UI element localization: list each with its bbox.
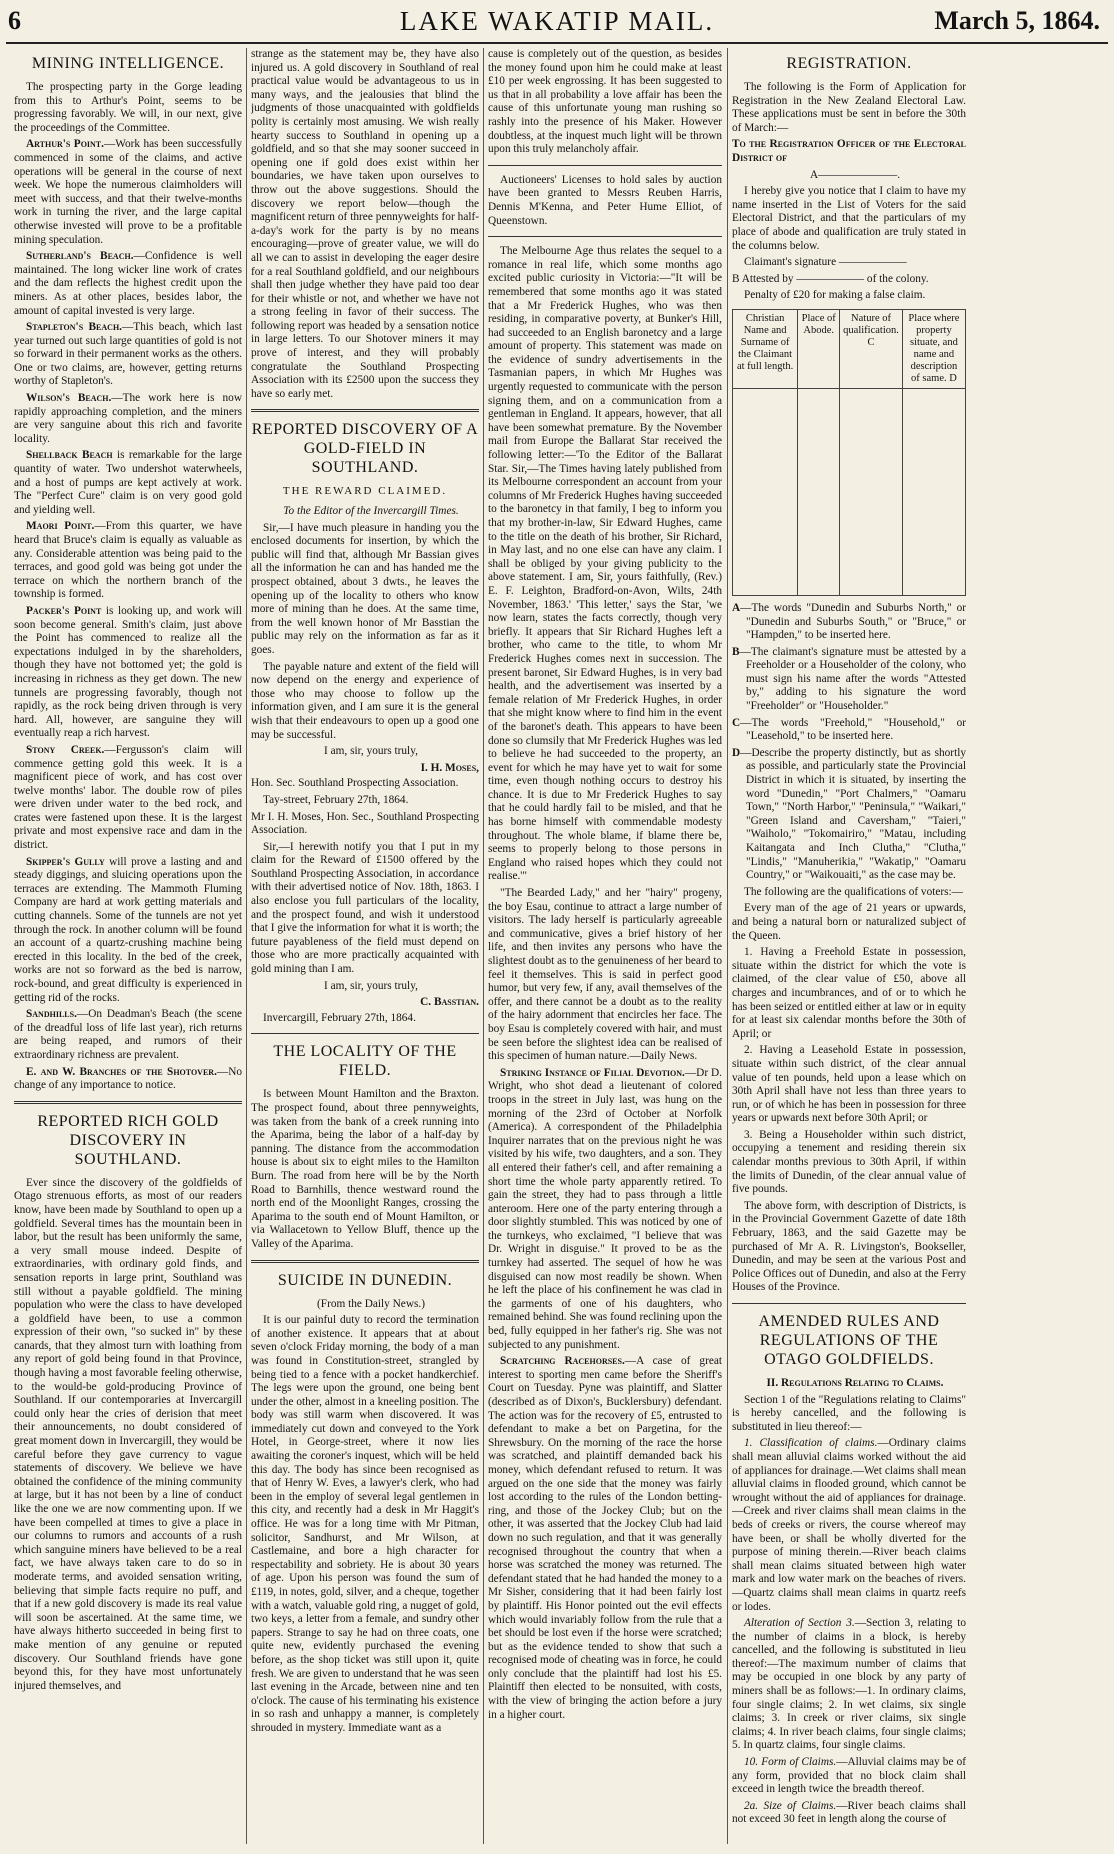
rule-item	[732, 1756, 966, 1797]
rule-item	[732, 1800, 966, 1827]
form-note	[732, 746, 966, 883]
masthead-rule	[6, 42, 1108, 44]
item-label: Skipper's Gully	[26, 855, 105, 868]
article-paragraph: cause is completely out of the question, as besides the money found upon him he could make at least £10 per week engrossing. It has been suggested to us that in all probability a love affair has been the cause of this unfortunate young man rushing so rashly into the presence of his Maker. However doubtless, at the inquest much light will be thrown upon this truly melancholy affair.	[488, 48, 722, 156]
amended-rules-heading: AMENDED RULES AND REGULATIONS OF THE OTAGO GOLDFIELDS.	[758, 1313, 940, 1368]
article-paragraph: The prospecting party in the Gorge leading from this to Arthur's Point, seems to be progressing favorably. We will, in our next, give the proceedings of the Committee.	[14, 81, 242, 134]
mining-item	[14, 138, 242, 247]
item-text: —On Deadman's Beach (the scene of the dreadful loss of life last year), rich returns are being reaped, and rumors of their extraordinary richness are prevalent.	[14, 1008, 242, 1061]
item-label: Shellback Beach	[26, 449, 113, 462]
section-rule	[251, 1033, 479, 1034]
mining-item	[14, 856, 242, 1006]
qualification-item: 3. Being a Householder within such district, occupying a tenement and residing therein six calendar months previous to 30th April, if within the limits of Dunedin, of the clear annual value of five pounds.	[732, 1128, 966, 1196]
rule-item	[732, 1617, 966, 1753]
item-label: Wilson's Beach.	[26, 392, 112, 405]
rule-label: 2a. Size of Claims.	[744, 1799, 837, 1812]
section-rule	[251, 1260, 479, 1263]
section-rule	[488, 165, 722, 166]
to-editor-line: To the Editor of the Invercargill Times.	[283, 505, 459, 518]
rule-text: —Alluvial claims may be of any form, provided that no block claim shall exceed in length twice the breadth thereof.	[732, 1756, 966, 1796]
letter-paragraph: Sir,—I herewith notify you that I put in my claim for the Reward of £1500 offered by the Southland Prospecting Association, in accordance with their advertised notice of Nov. 18th, 1863. I also enclose you full particulars of the locality, and the prospect found, and wish it understood that I give the information for what it is worth; the future payableness of the field must depend on those who are more practically acquainted with gold mining than I am.	[251, 840, 479, 976]
item-text: —Confidence is well maintained. The long wicker line work of crates and the dam reflects the highest credit upon the miners. As at other places, besides labor, the amount of capital invested is very large.	[14, 250, 242, 317]
rule-text: —River beach claims shall not exceed 30 feet in length along the course of	[732, 1799, 966, 1826]
note-text: —The words "Dunedin and Suburbs North," or "Dunedin and Suburbs South," or "Bruce," or "Hampden," to be inserted here.	[740, 601, 966, 642]
rule-label: 1. Classification of claims.	[744, 1437, 878, 1450]
item-label: Sandhills.	[26, 1008, 77, 1021]
page-number: 6	[8, 6, 21, 35]
mining-item	[14, 449, 242, 517]
table-header: Nature of qualification. C	[840, 309, 903, 388]
letter-paragraph: The payable nature and extent of the field will now depend on the energy and experience of those who may choose to follow up the information given, and I am sure it is the general wish that their endeavours to open up a good one may be successful.	[251, 660, 479, 741]
item-label: Arthur's Point.	[26, 138, 104, 151]
item-text: is remarkable for the large quantity of water. Two undershot waterwheels, and a host of pumps are kept actively at work. The "Perfect Cure" claim is on very good gold and yielding well.	[14, 449, 242, 516]
source-line: (From the Daily News.)	[317, 1297, 425, 1310]
registration-heading: REGISTRATION.	[786, 55, 912, 72]
reported-discovery-heading: REPORTED DISCOVERY OF A GOLD-FIELD IN SOUTHLAND.	[251, 421, 479, 477]
rule-text: —Section 3, relating to the number of claims in a block, is hereby cancelled, and the following is substituted in lieu thereof:—The maximum number of claims that may be occupied in one block by any party of miners shall be as follows:—1. In ordinary claims, four single claims; 2. In wet claims, six single claims; 3. In creek or river claims, six single claims; 4. In river beach claims, four single claims; 5. In quartz claims, four single claims.	[732, 1617, 966, 1752]
article-paragraph: Is between Mount Hamilton and the Braxton. The prospect found, about three pennyweights, was taken from the bank of a creek running into the Aparima, being the labor of a half-day by panning. The distance from the accommodation house is about six to eight miles to the Hamilton Burn. The road from here will be by the North Road to Barnhills, thence westward round the north end of the Moonlight Ranges, crossing the Aparima to the south end of Mount Hamilton, or via Wallacetown to Yellow Bluff, thence up the Valley of the Aparima.	[251, 1088, 479, 1250]
rule-item	[732, 1437, 966, 1614]
article-paragraph: Ever since the discovery of the goldfields of Otago strenuous efforts, as most of our readers know, have been made by Southland to open up a goldfield. Several times has the mountain been in labor, but the result has been uniformly the same, a very small mouse indeed. Despite of extraordinaries, with ordinary gold finds, and sensation reports in large print, Southland was still without a payable goldfield. The mining population who were the class to have developed a goldfield have been, to use a common expression of their own, "so sucked in" by these canards, that they almost turn with loathing from any report of gold being found in that Province, though having a most favorable feeling otherwise, to the would-be gold-producing Province of Southland. If our contemporaries at Invercargill could only hear the cries of derision that meet their announcements, no doubt considered of great moment down in Invercargill, they would be careful before they gave currency to vague statements of discovery. We believe we have obtained the confidence of the mining community at large, but it has not been by a line of conduct like the one we are now commenting upon. If we have been compelled at times to give a place in our columns to rumors and accounts of a rush which sanguine miners have believed to be a real fact, we have always taken care to do so in moderate terms, and avoided sensation writing, believing that simple facts require no puff, and that if a new gold discovery is made its real value will soon be ascertained. At the same time, we have always hitherto succeeded in being first to make mention of any genuine or reputed discovery. Our Southland friends have gone beyond this, for they have most unfortunately injured themselves, and	[14, 1176, 242, 1692]
signature-date: Tay-street, February 27th, 1864.	[263, 793, 409, 806]
item-label: Packer's Point	[26, 604, 102, 617]
rule-label: Alteration of Section 3.	[744, 1617, 855, 1630]
article-paragraph: Every man of the age of 21 years or upwards, and being a natural born or naturalized subject of the Queen.	[732, 902, 966, 942]
article-paragraph: Auctioneers' Licenses to hold sales by auction have been granted to Messrs Reuben Harris, Dennis M'Kenna, and Peter Hume Elliot, of Queenstown.	[488, 173, 722, 227]
note-key: A	[732, 601, 741, 614]
form-line: Claimant's signature ——————	[744, 256, 907, 269]
blank-line: A———————.	[809, 168, 901, 181]
item-label: Stony Creek.	[26, 743, 105, 756]
article-paragraph: The Melbourne Age thus relates the sequel to a romance in real life, which some months ago excited public curiosity in Victoria:—"It will be remembered that some months ago it was stated that a Mr Frederick Hughes, who was then residing, in comparative poverty, at Bunker's Hill, had succeeded to an English baronetcy and a large amount of property. This statement was made on the evidence of sundry advertisements in the Tasmanian papers, in which Mr Hughes was urgently requested to communicate with the person signing them, and on a communication from a gentleman in England. It appears, however, that all have been somewhat premature. By the November mail from Europe the Ballarat Star received the following letter:—'To the Editor of the Ballarat Star. Sir,—The Times having lately published from its Melbourne correspondent an account from your columns of Mr Frederick Hughes having succeeded to the baronetcy in that family, I beg to inform you that my brother-in-law, Sir Edward Hughes, came to the title on the death of his brother, Sir Richard, in May last, and no one else can have any claim. I shall be obliged by your giving publicity to the above statement. I am, Sir, yours faithfully, (Rev.) E. F. Leighton, Bradford-on-Avon, Wilts, 24th November, 1863.' 'This letter,' says the Star, 'we now learn, states the facts correctly, though very briefly. It appears that Sir Richard Hughes left a brother, who came to the title, to whom Mr Frederick Hughes comes next in succession. The present baronet, Sir Edward Hughes, is in very bad health, and the advertisement was inserted by a female relation of Mr Frederick Hughes, in order that she might know where to find him in the event of the baronet's death. This appears to have been done so clumsily that Mr Frederick Hughes was led to believe he had succeeded to the property, an event for which he may have yet to wait for some time, even though nothing occurs to destroy his chance. It is due to Mr Frederick Hughes to say that he could hardly fail to be misled, and that he has borne himself with commendable modesty throughout. The whole blame, if blame there be, seems to properly belong to those persons in England who raised hopes which they could not realise.'"	[488, 245, 722, 883]
column-divider	[246, 48, 247, 1844]
southland-discovery-heading: REPORTED RICH GOLD DISCOVERY IN SOUTHLAND.	[37, 1112, 219, 1168]
item-text: will prove a lasting and and steady diggings, and sluicing operations upon the terraces are extending. The Mammoth Fluming Company are hard at work getting materials and cutting channels. Some of the tunnels are not yet through the rock. In another column will be found an account of a quartz-crushing machine being erected in this locality. In the bed of the creek, works are not so forward as the bed is narrow, rock-bound, and great difficulty is experienced in getting rid of the rocks.	[14, 855, 242, 1004]
article-paragraph: The following is the Form of Application for Registration in the New Zealand Electoral Law. These applications must be sent in before the 30th of March:—	[732, 81, 966, 134]
section-rule	[488, 236, 722, 237]
suicide-heading: SUICIDE IN DUNEDIN.	[277, 1271, 453, 1289]
article-paragraph: strange as the statement may be, they have also injured us. A gold discovery in Southland of real practical value would be advantageous to us in many ways, and the jealousies that blind the judgments of those unacquainted with goldfields polity is certainly most amusing. We wish really hearty success to Southland in opening up a goldfield, and so that she may sooner succeed in opening one if gold does exist within her boundaries, we have taken upon ourselves to throw out the above suggestions. Should the discovery we report below—though the magnificent return of three pennyweights for half-a-day's work for the party is by no means encouraging—prove of greater value, we will do all we can to assist in developing the eager desire for a real Southland goldfield, and our neighbours shall then judge whether they have paid too dear for their whistle or not, and whether we have not a strong feeling in favor of their success. The following report was headed by a sensation notice in large letters. To our Shotover miners it may prove of interest, and they will probably congratulate the Southland Prospecting Association with its £2500 upon the success they have so early met.	[251, 48, 479, 400]
article-paragraph: "The Bearded Lady," and her "hairy" progeny, the boy Esau, continue to attract a large number of visitors. The lady herself is particularly agreeable and communicative, gives a brief history of her life, and then invites any persons who have the slightest doubt as to the genuineness of her beard to feel it themselves. This is said in perfect good humor, but very few, if any, avail themselves of the offer, and there cannot be a doubt as to the reality of the hairy adornment that encircles her face. The boy Esau is completely covered with hair, and must be seen before the slightest idea can be realised of this specimen of human nature.—Daily News.	[488, 887, 722, 1063]
item-text: is looking up, and work will soon become general. Smith's claim, just above the Point has commenced to realize all the expectations indulged in by the shareholders, though they have not bottomed yet; the gold is increasing in richness as they get down. The new tunnels are progressing favorably, though not rapidly, as the rock being driven through is very hard. All, however, are sanguine they will eventually reap a rich harvest.	[14, 604, 242, 740]
article-paragraph	[488, 1355, 722, 1722]
signature-title: Hon. Sec. Southland Prospecting Association.	[251, 777, 459, 790]
form-line: B Attested by —————— of the colony.	[732, 272, 929, 285]
note-key: C	[732, 716, 741, 729]
column-3	[488, 48, 722, 1844]
item-label: Maori Point.	[26, 520, 95, 533]
section-rule	[732, 1303, 966, 1304]
item-text: —Work has been successfully commenced in some of the claims, and active operations will be general in the course of next week. We hope the numerous claimholders will meet with success, and that their twelve-months work in turning the river, and the large capital otherwise invested will prove to be a profitable mining speculation.	[14, 138, 242, 246]
note-key: B	[732, 645, 740, 658]
letter-address: Mr I. H. Moses, Hon. Sec., Southland Prospecting Association.	[251, 810, 479, 837]
mining-intelligence-heading: MINING INTELLIGENCE.	[31, 55, 225, 72]
column-divider	[483, 48, 484, 1844]
table-cell	[733, 388, 798, 595]
article-paragraph	[488, 1067, 722, 1352]
table-header: Place where property situate, and name and description of same. D	[902, 309, 965, 388]
issue-date: March 5, 1864.	[934, 6, 1100, 35]
section-rule	[14, 1101, 242, 1104]
reward-subheading: THE REWARD CLAIMED.	[282, 485, 448, 498]
note-text: —Describe the property distinctly, but as shortly as possible, and particularly state the Provincial District in which it is situated, by inserting the word "Dunedin," "Port Chalmers," "Oamaru Town," "North Harbor," "Peninsula," "Waikari," "Green Island and Caversham," "Taieri," "Waiholo," "Tokomairiro," "Matau, including Kaitangata and Inch Clutha," "Clutha," "Lindis," "Manuherikia," "Wakatip," "Oamaru Country," or "Waikouaiti," as the case may be.	[740, 746, 966, 882]
masthead	[0, 0, 1114, 44]
newspaper-title: LAKE WAKATIP MAIL.	[399, 6, 715, 36]
article-paragraph: I hereby give you notice that I claim to have my name inserted in the List of Voters for the said Electoral District, and that the particulars of my place of abode and qualification are truly stated in the columns below.	[732, 185, 966, 252]
officer-line: To the Registration Officer of the Electoral District of	[732, 138, 966, 164]
letter-paragraph: Sir,—I have much pleasure in handing you the enclosed documents for insertion, by which the public will find that, although Mr Bassian gives all the information he can and has handed me the prospect obtained, about 3 dwts., he leaves the opening up of the locality to others who know more of mining than he does. At the same time, from the well known honor of Mr Basstian the public may rely on the information as far as it goes.	[251, 521, 479, 656]
mining-item	[14, 744, 242, 853]
item-text: —This beach, which last year turned out such large quantities of gold is not so forward in their permanent works as the others. One or two claims, are, however, getting returns worthy of Stapleton's.	[14, 321, 242, 388]
signature-line: I am, sir, yours truly,	[324, 745, 418, 758]
qualification-item: 2. Having a Leasehold Estate in possession, situate within such district, of the clear annual value of ten pounds, held upon a lease which on 30th April shall have not less than three years to run, or of which he has been in possession for three years or upwards next before 30th April; or	[732, 1044, 966, 1125]
mining-item	[14, 605, 242, 741]
article-paragraph: The above form, with description of Districts, is in the Provincial Government Gazette of date 18th February, 1863, and the said Gazette may be purchased of Mr A. R. Livingston's, Bookseller, Dunedin, and may be seen at the various Post and Police Offices out of Dunedin, and also at the Ferry Houses of the Province.	[732, 1199, 966, 1294]
item-label: Stapleton's Beach.	[26, 321, 122, 334]
item-text: —No change of any importance to notice.	[14, 1065, 242, 1092]
note-text: —The claimant's signature must be attested by a Freeholder or a Householder of the colony, who must sign his name after the words "Attested by," adding to his signature the word "Freeholder" or "Householder."	[739, 645, 966, 713]
mining-item	[14, 1008, 242, 1062]
article-paragraph: The following are the qualifications of voters:—	[744, 885, 963, 898]
mining-item	[14, 392, 242, 446]
item-text: —The work here is now rapidly approaching completion, and the miners are very sanguine about this rich and favorite locality.	[14, 392, 242, 445]
note-text: —The words "Freehold," "Household," or "Leasehold," to be inserted here.	[740, 716, 966, 743]
form-note	[732, 645, 966, 714]
rule-label: 10. Form of Claims.	[744, 1756, 837, 1769]
item-label: Striking Instance of Filial Devotion.	[500, 1066, 685, 1079]
mining-item	[14, 520, 242, 602]
table-cell	[902, 388, 965, 595]
section-rule	[251, 409, 479, 412]
table-header: Christian Name and Surname of the Claimant at full length.	[733, 309, 798, 388]
column-1	[14, 48, 242, 1844]
column-4	[732, 48, 966, 1844]
column-divider	[727, 48, 728, 1844]
mining-item	[14, 250, 242, 318]
form-note	[732, 716, 966, 744]
signature-name: C. Basstian.	[420, 996, 479, 1009]
section-title: II. Regulations Relating to Claims.	[766, 1377, 944, 1389]
column-2	[251, 48, 479, 1844]
signature-line: I am, sir, yours truly,	[324, 979, 418, 992]
article-paragraph: It is our painful duty to record the termination of another existence. It appears that at about seven o'clock Friday morning, the body of a man was found in Constitution-street, strangled by being tied to a fence with a pocket handkerchief. The legs were upon the ground, one being bent under the other, almost in a kneeling position. The body was still warm when discovered. It was immediately cut down and conveyed to the York Hotel, in George-street, where it now lies awaiting the coroner's inquest, which will be held this day. The body has since been recognised as that of Henry W. Eves, a lawyer's clerk, who had been in the employ of several legal gentlemen in this city, and recently had a desk in Mr Haggit's office. He was for a long time with Mr Pitman, solicitor, Sandhurst, and Mr Wilson, at Castlemaine, and bore a high character for respectability and sobriety. He is about 30 years of age. Upon his person was found the sum of £119, in notes, gold, silver, and a cheque, together with a watch, valuable gold ring, a nugget of gold, two keys, a letter from a female, and sundry other papers. Strange to say he had on three coats, one quite new, evidently purchased the evening before, as the shop ticket was still upon it, quite fresh. We are given to understand that he was seen last evening in the Arcade, between nine and ten o'clock. The cause of his terminating his existence in so rash and unhappy a manner, is completely shrouded in mystery. Immediate want as a	[251, 1314, 479, 1734]
article-paragraph: Section 1 of the "Regulations relating to Claims" is hereby cancelled, and the following is substituted in lieu thereof:—	[732, 1393, 966, 1433]
signature-name: I. H. Moses,	[420, 761, 479, 774]
table-header: Place of Abode.	[798, 309, 840, 388]
item-text: —From this quarter, we have heard that Bruce's claim is equally as valuable as any. Considerable attention was being paid to the terraces, and good gold was being got under the terrace on which the northern branch of the township is formed.	[14, 520, 242, 601]
item-label: Sutherland's Beach.	[26, 250, 134, 263]
qualification-item: 1. Having a Freehold Estate in possession, situate within the district for which the vote is claimed, of the clear value of £50, above all charges and incumbrances, and of or to which he has been seized or entitled either at law or in equity for at least six calendar months before the 30th of April; or	[732, 946, 966, 1040]
mining-item	[14, 321, 242, 389]
locality-heading: THE LOCALITY OF THE FIELD.	[273, 1043, 457, 1080]
item-text: —A case of great interest to sporting men came before the Sheriff's Court on Tuesday. Pyne was plaintiff, and Slatter (described as of Dixon's, Bucklersbury) defendant. The action was for the recovery of £5, entrusted to defendant to make a bet on Pargetina, for the Shrewsbury. On the morning of the race the horse was scratched, and plaintiff demanded back his money, which defendant refused to return. It was argued on the one side that the money was fairly lost according to the rules of the London betting-ring, and those of the Jockey Club; but on the other, it was asserted that the Jockey Club had laid down no such regulation, and that it was generally recognised throughout the country that when a horse was scratched the money was returned. The defendant stated that he had handed the money to a Mr Sisher, considering that it had been fairly lost by plaintiff. His Honor pointed out the evil effects which would invariably follow from the rule that a bet should be lost even if the horse were scratched; but as the evidence tended to show that such a recognised mode of cheating was in force, he could only conclude that the plaintiff had lost his £5. Plaintiff then elected to be nonsuited, with costs, with the view of bringing the action before a jury in a higher court.	[488, 1355, 722, 1721]
rule-text: —Ordinary claims shall mean alluvial claims worked without the aid of appliances for drainage.—Wet claims shall mean alluvial claims in flooded ground, which cannot be wrought without the aid of appliances for drainage.—Creek and river claims shall mean claims in the beds of creeks or rivers, the course whereof may have been, or shall be wholly diverted for the purpose of mining therein.—River beach claims shall mean claims situated between high water mark and low water mark on the beaches of rivers.—Quartz claims shall mean claims in quartz reefs or lodes.	[732, 1437, 966, 1613]
claim-form-table	[732, 309, 966, 596]
item-label: Scratching Racehorses.	[500, 1355, 625, 1368]
form-line: Penalty of £20 for making a false claim.	[744, 289, 926, 302]
signature-date: Invercargill, February 27th, 1864.	[263, 1011, 416, 1024]
item-text: —Dr D. Wright, who shot dead a lieutenant of colored troops in the street in July last, was hung on the morning of the 23rd of October at Norfolk (America). A correspondent of the Philadelphia Inquirer narrates that on the previous night he was visited by his wife, two daughters, and a son. They all entered their father's cell, and after remaining a short time the whole party apparently retired. To gain the street, they had to pass through a little anteroom. Here one of the party entering through a door slightly stumbled. This was noticed by one of the turnkeys, who exclaimed, "I believe that was Dr. Wright in disguise." It proved to be as the turnkey had asserted. The sequel of how he was disguised can now most readily be shown. When he left the place of his confinement he was clad in the garments of one of his daughters, who remained behind. She was found reclining upon the bed, fully equipped in her father's rig. She was not subjected to any punishment.	[488, 1066, 722, 1351]
item-text: —Fergusson's claim will commence getting gold this week. It is a magnificent piece of work, and has cost over twelve months' labor. The double row of piles were driven under water to the bed rock, and crates were fastened upon these. It is the largest private and most expensive race and dam in the district.	[14, 743, 242, 852]
table-cell	[840, 388, 903, 595]
item-label: E. and W. Branches of the Shotover.	[26, 1065, 217, 1078]
mining-item	[14, 1066, 242, 1093]
form-note	[732, 601, 966, 643]
note-key: D	[732, 746, 741, 759]
table-cell	[798, 388, 840, 595]
